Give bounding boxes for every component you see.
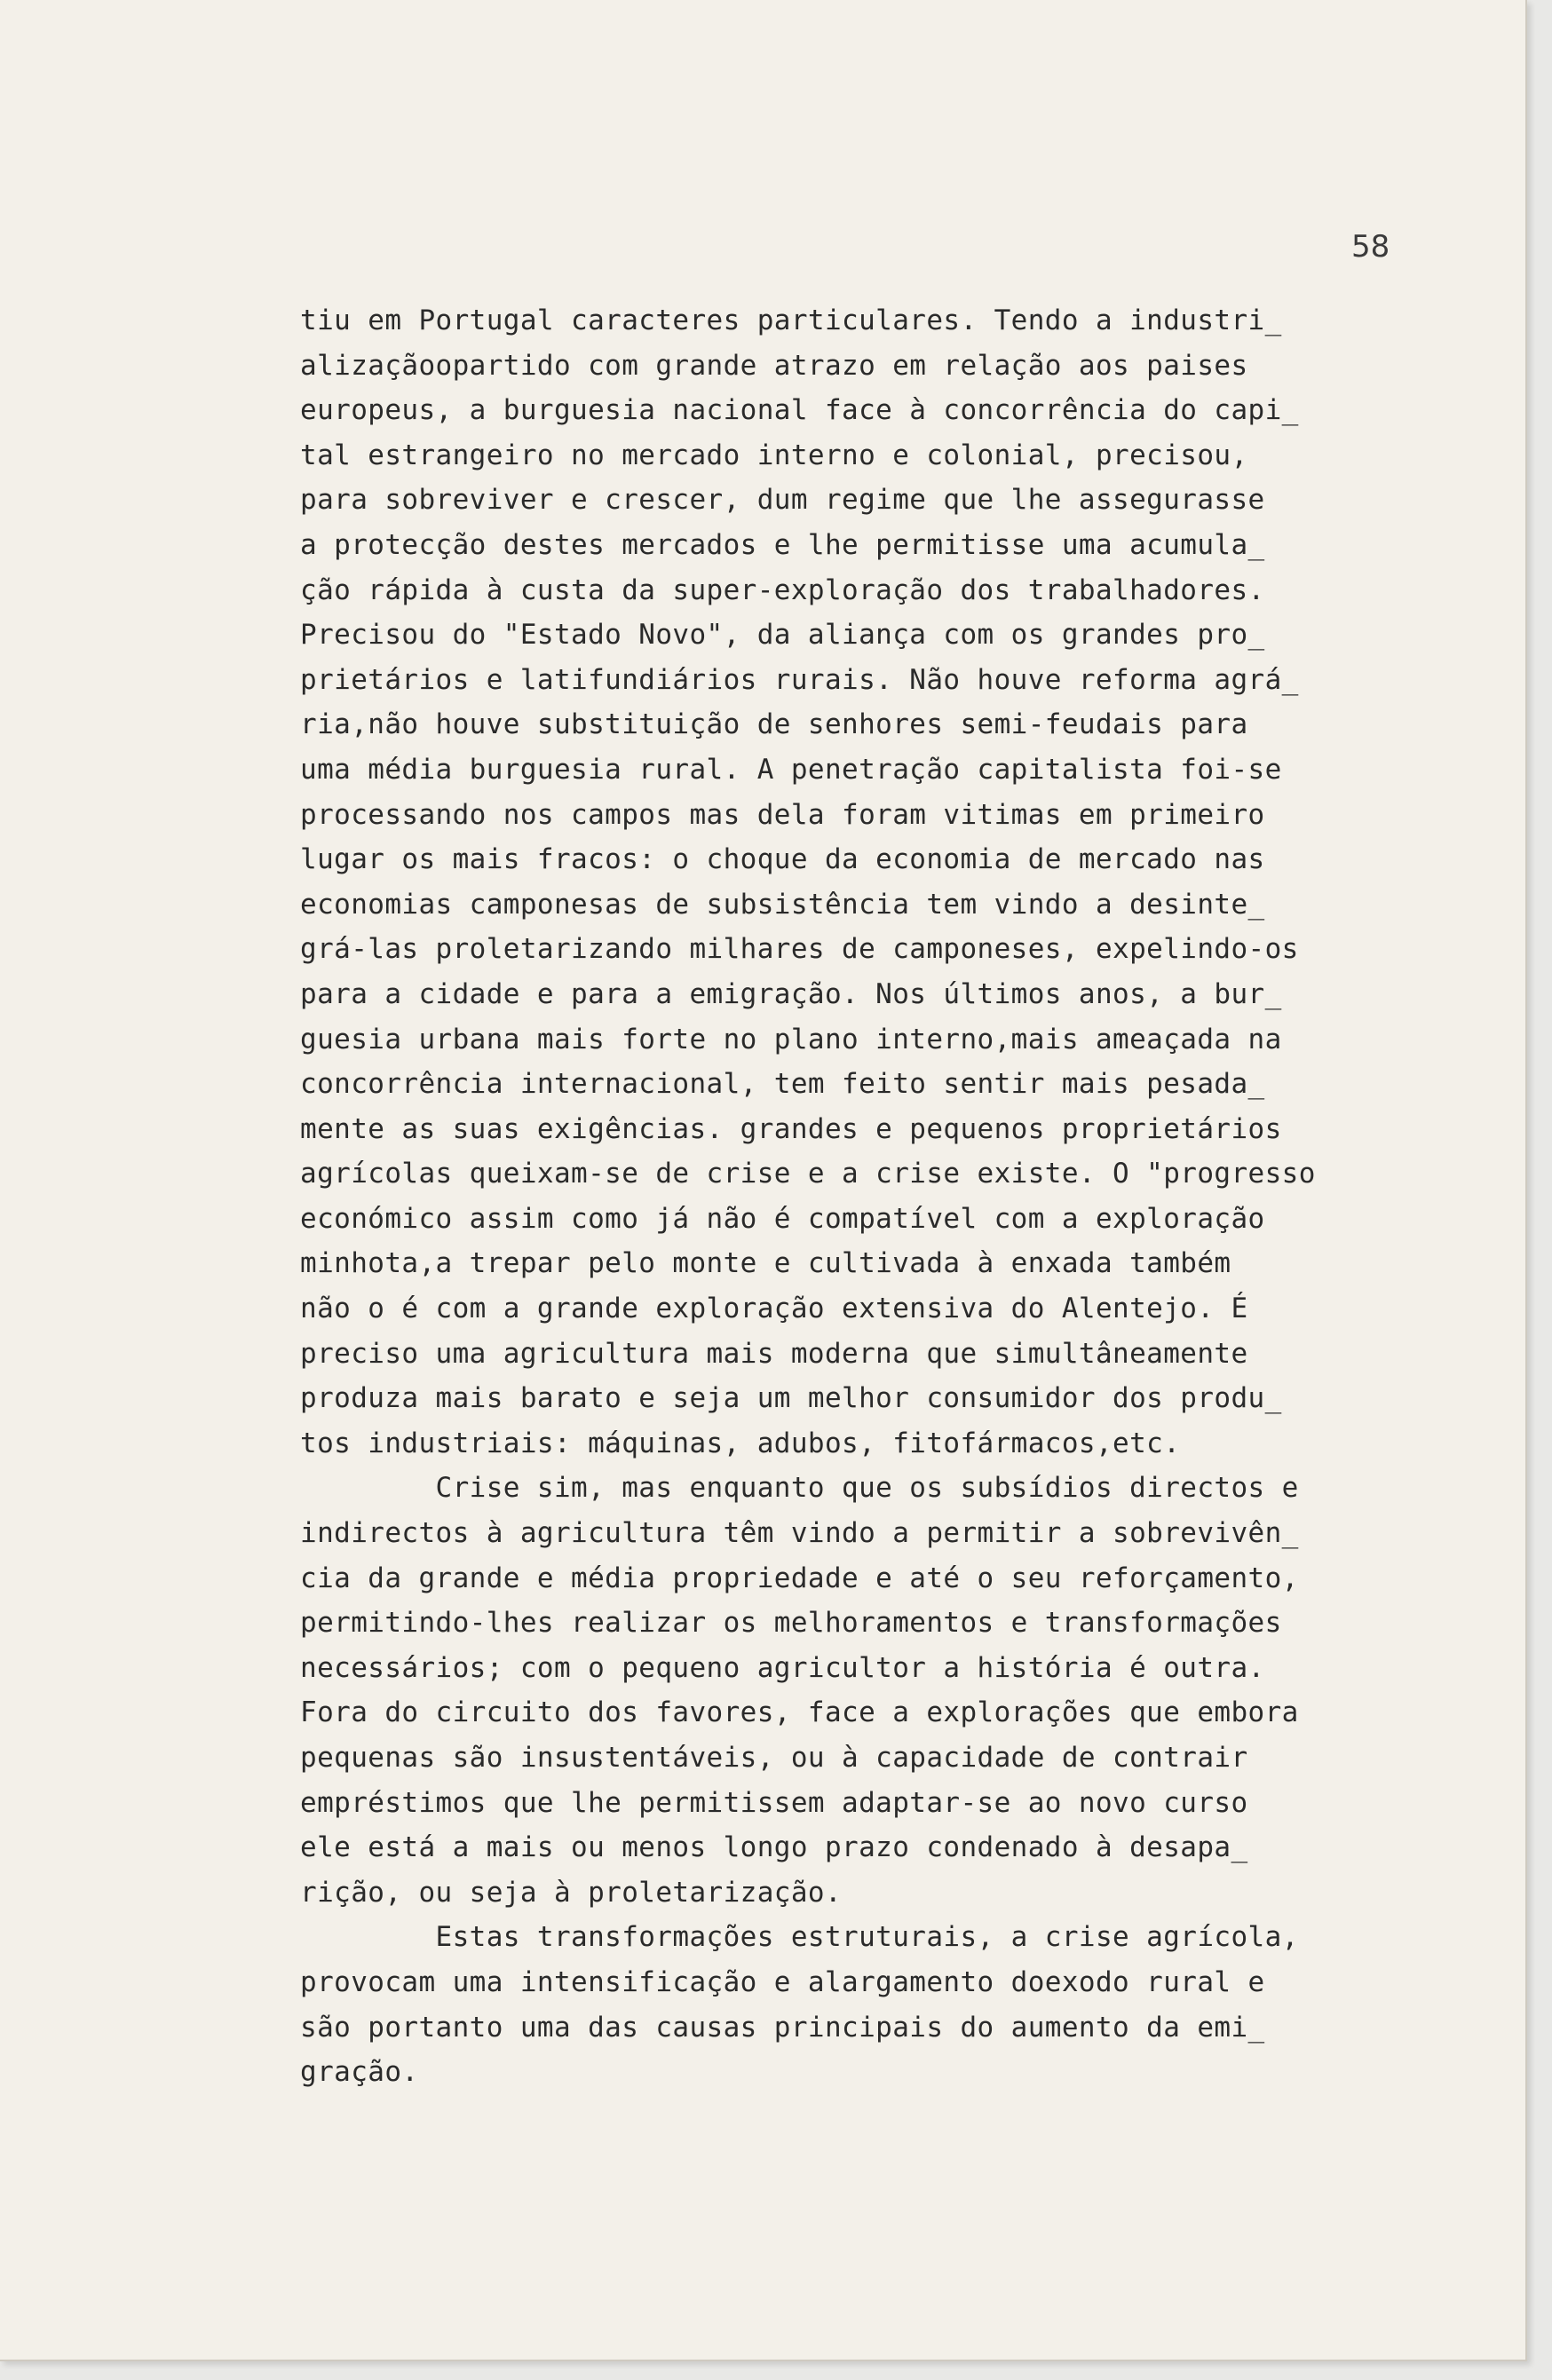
text-line: guesia urbana mais forte no plano interno,mais ameaçada na <box>300 1023 1282 1056</box>
text-line: permitindo-lhes realizar os melhoramentos e transformações <box>300 1607 1282 1640</box>
body-text <box>300 298 1401 2095</box>
text-line: ria,não houve substituição de senhores semi-feudais para <box>300 708 1248 741</box>
text-line: necessários; com o pequeno agricultor a história é outra. <box>300 1651 1265 1684</box>
text-line: ele está a mais ou menos longo prazo condenado à desapa_ <box>300 1831 1248 1864</box>
text-line: produza mais barato e seja um melhor consumidor dos produ_ <box>300 1382 1282 1415</box>
text-line: lugar os mais fracos: o choque da economia de mercado nas <box>300 843 1265 876</box>
text-line: minhota,a trepar pelo monte e cultivada à enxada também <box>300 1247 1231 1280</box>
text-line: Crise sim, mas enquanto que os subsídios directos e <box>300 1472 1299 1505</box>
text-line: Precisou do "Estado Novo", da aliança com os grandes pro_ <box>300 619 1265 652</box>
text-line: cia da grande e média propriedade e até o seu reforçamento, <box>300 1562 1299 1594</box>
text-line: rição, ou seja à proletarização. <box>300 1876 843 1909</box>
text-line: preciso uma agricultura mais moderna que simultâneamente <box>300 1337 1248 1370</box>
text-line: tiu em Portugal caracteres particulares. Tendo a industri_ <box>300 304 1282 336</box>
text-line: a protecção destes mercados e lhe permitisse uma acumula_ <box>300 528 1265 561</box>
text-line: económico assim como já não é compatível com a exploração <box>300 1202 1265 1235</box>
text-line: gração. <box>300 2056 419 2089</box>
text-line: economias camponesas de subsistência tem vindo a desinte_ <box>300 888 1265 921</box>
text-line: uma média burguesia rural. A penetração capitalista foi-se <box>300 753 1282 786</box>
text-line: europeus, a burguesia nacional face à concorrência do capi_ <box>300 394 1299 427</box>
text-line: Fora do circuito dos favores, face a explorações que embora <box>300 1696 1299 1729</box>
text-line: concorrência internacional, tem feito sentir mais pesada_ <box>300 1068 1265 1101</box>
text-line: processando nos campos mas dela foram vitimas em primeiro <box>300 798 1265 831</box>
text-line: pequenas são insustentáveis, ou à capacidade de contrair <box>300 1742 1248 1774</box>
text-line: agrícolas queixam-se de crise e a crise existe. O "progresso <box>300 1158 1316 1190</box>
page-number: 58 <box>1351 229 1390 265</box>
text-line: grá-las proletarizando milhares de camponeses, expelindo-os <box>300 933 1299 966</box>
text-line: empréstimos que lhe permitissem adaptar-se ao novo curso <box>300 1786 1248 1819</box>
text-line: alizaçãoopartido com grande atrazo em relação aos paises <box>300 349 1248 382</box>
text-line: para a cidade e para a emigração. Nos últimos anos, a bur_ <box>300 977 1282 1010</box>
text-line: são portanto uma das causas principais do aumento da emi_ <box>300 2011 1265 2044</box>
text-line: provocam uma intensificação e alargamento doexodo rural e <box>300 1965 1265 1998</box>
text-line: tos industriais: máquinas, adubos, fitofármacos,etc. <box>300 1427 1181 1459</box>
text-line: para sobreviver e crescer, dum regime que lhe assegurasse <box>300 484 1265 517</box>
text-line: indirectos à agricultura têm vindo a permitir a sobrevivên_ <box>300 1517 1299 1550</box>
text-line: Estas transformações estruturais, a crise agrícola, <box>300 1921 1299 1954</box>
text-line: ção rápida à custa da super-exploração dos trabalhadores. <box>300 573 1265 606</box>
text-line: tal estrangeiro no mercado interno e colonial, precisou, <box>300 439 1248 471</box>
text-line: mente as suas exigências. grandes e pequenos proprietários <box>300 1112 1282 1145</box>
text-line: não o é com a grande exploração extensiva do Alentejo. É <box>300 1293 1248 1325</box>
text-line: prietários e latifundiários rurais. Não houve reforma agrá_ <box>300 663 1299 696</box>
